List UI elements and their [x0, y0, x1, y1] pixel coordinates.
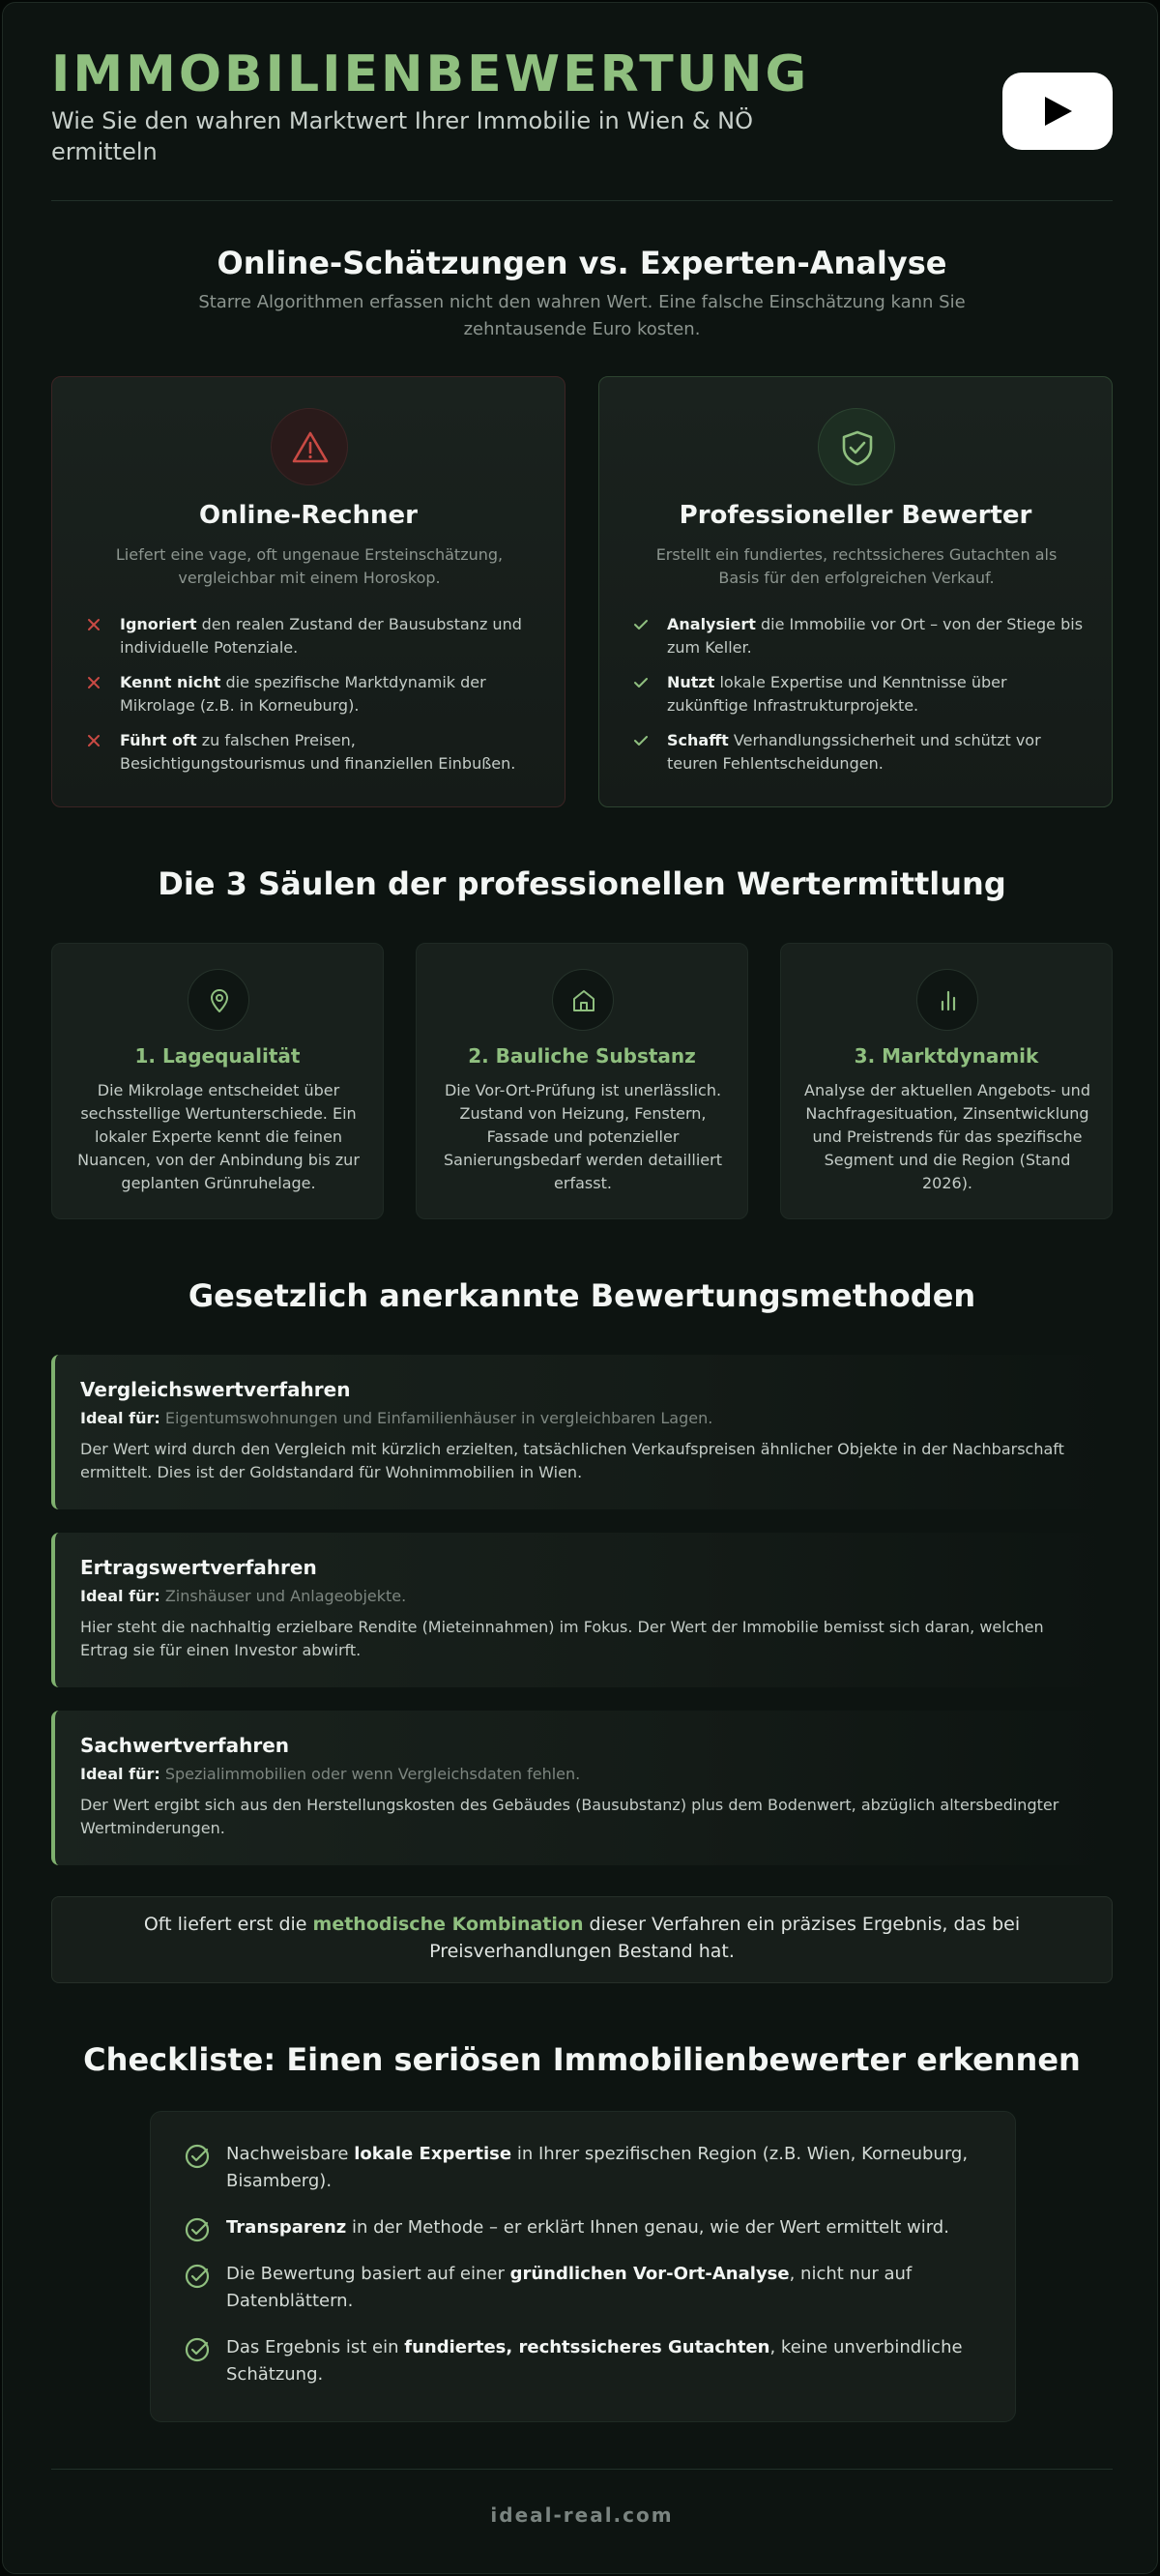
page-title: IMMOBILIENBEWERTUNG [51, 45, 810, 103]
pillar-card [51, 943, 384, 1219]
expert-pro-item: Analysiert die Immobilie vor Ort – von der Stiege bis zum Keller. [632, 613, 1087, 659]
comparison-subtitle: Starre Algorithmen erfassen nicht den wahren Wert. Eine falsche Einschätzung kann Sie zehntausende Euro kosten. [198, 292, 966, 339]
online-calculator-card [51, 376, 566, 807]
method-name: Sachwertverfahren [80, 1734, 290, 1757]
online-card-title: Online-Rechner [199, 501, 418, 530]
cross-icon [85, 616, 102, 633]
divider [51, 200, 1113, 201]
pillar-desc: Die Mikrolage entscheidet über sechsstellige Wertunterschiede. Ein lokaler Experte kennt die feinen Nuancen, von der Anbindung bis zur geplanten Grünruhelage. [77, 1081, 360, 1192]
expert-pro-item: Nutzt lokale Expertise und Kenntnisse über zukünftige Infrastrukturprojekte. [632, 671, 1087, 717]
youtube-play-button[interactable] [1002, 73, 1113, 150]
comparison-title: Online-Schätzungen vs. Experten-Analyse [217, 245, 947, 281]
expert-card-title: Professioneller Bewerter [679, 501, 1032, 530]
circle-check-icon [184, 2143, 211, 2170]
method-card [51, 1711, 1113, 1865]
expert-card-list [632, 613, 1087, 787]
check-icon [632, 674, 650, 691]
method-ideal-for: Ideal für: Spezialimmobilien oder wenn Vergleichsdaten fehlen. [80, 1765, 581, 1783]
pillar-card [780, 943, 1113, 1219]
online-con-item: Kennt nicht die spezifische Marktdynamik der Mikrolage (z.B. in Korneuburg). [85, 671, 539, 717]
bar-chart-icon [916, 969, 978, 1031]
online-card-desc: Liefert eine vage, oft ungenaue Ersteinschätzung, vergleichbar mit einem Horoskop. [115, 545, 504, 587]
circle-check-icon [184, 2216, 211, 2243]
pillar-title: 1. Lagequalität [134, 1044, 301, 1068]
pillar-card [416, 943, 748, 1219]
method-desc: Der Wert wird durch den Vergleich mit kürzlich erzielten, tatsächlichen Verkaufspreisen ähnlicher Objekte in der Nachbarschaft ermittelt. Dies ist der Goldstandard für Wohnimmobilien in Wien. [80, 1440, 1064, 1481]
warning-icon [271, 408, 348, 485]
circle-check-icon [184, 2263, 211, 2290]
pillars-title: Die 3 Säulen der professionellen Wertermittlung [158, 865, 1006, 902]
checklist-box [150, 2111, 1016, 2422]
cross-icon [85, 674, 102, 691]
checklist-title: Checkliste: Einen seriösen Immobilienbewerter erkennen [83, 2041, 1081, 2078]
house-icon [552, 969, 614, 1031]
cross-icon [85, 732, 102, 749]
method-name: Vergleichswertverfahren [80, 1378, 351, 1401]
checklist-item: Die Bewertung basiert auf einer gründlichen Vor-Ort-Analyse, nicht nur auf Datenblättern. [184, 2261, 986, 2315]
play-icon [1043, 96, 1074, 127]
footer-site-link[interactable]: ideal-real.com [490, 2503, 674, 2527]
shield-check-icon [818, 408, 895, 485]
pillar-title: 3. Marktdynamik [854, 1044, 1039, 1068]
pillar-desc: Die Vor-Ort-Prüfung ist unerlässlich. Zustand von Heizung, Fenstern, Fassade und potenzieller Sanierungsbedarf werden detailliert erfasst. [443, 1081, 722, 1192]
location-pin-icon [188, 969, 249, 1031]
expert-card-desc: Erstellt ein fundiertes, rechtssicheres Gutachten als Basis für den erfolgreichen Verkauf. [655, 545, 1058, 587]
checklist-item: Nachweisbare lokale Expertise in Ihrer spezifischen Region (z.B. Wien, Korneuburg, Bisamberg). [184, 2141, 986, 2195]
online-con-item: Führt oft zu falschen Preisen, Besichtigungstourismus und finanziellen Einbußen. [85, 729, 539, 776]
circle-check-icon [184, 2336, 211, 2363]
online-card-list [85, 613, 539, 787]
methods-title: Gesetzlich anerkannte Bewertungsmethoden [188, 1277, 976, 1314]
methods-note: Oft liefert erst die methodische Kombination dieser Verfahren ein präzises Ergebnis, das bei Preisverhandlungen Bestand hat. [51, 1896, 1113, 1983]
method-desc: Der Wert ergibt sich aus den Herstellungskosten des Gebäudes (Bausubstanz) plus dem Bodenwert, abzüglich altersbedingter Wertminderungen. [80, 1796, 1059, 1837]
pillar-desc: Analyse der aktuellen Angebots- und Nachfragesituation, Zinsentwicklung und Preistrends für das spezifische Segment und die Region (Stand 2026). [804, 1081, 1090, 1192]
expert-pro-item: Schafft Verhandlungssicherheit und schützt vor teuren Fehlentscheidungen. [632, 729, 1087, 776]
pillar-title: 2. Bauliche Substanz [468, 1044, 696, 1068]
divider [51, 2469, 1113, 2470]
method-desc: Hier steht die nachhaltig erzielbare Rendite (Mieteinnahmen) im Fokus. Der Wert der Immobilie bemisst sich daran, welchen Ertrag sie für einen Investor abwirft. [80, 1618, 1044, 1659]
method-ideal-for: Ideal für: Zinshäuser und Anlageobjekte. [80, 1587, 407, 1605]
professional-valuer-card [598, 376, 1113, 807]
checklist-item: Das Ergebnis ist ein fundiertes, rechtssicheres Gutachten, keine unverbindliche Schätzung. [184, 2334, 986, 2388]
check-icon [632, 616, 650, 633]
method-name: Ertragswertverfahren [80, 1556, 317, 1579]
online-con-item: Ignoriert den realen Zustand der Bausubstanz und individuelle Potenziale. [85, 613, 539, 659]
infographic-page [2, 2, 1158, 2574]
method-card [51, 1533, 1113, 1687]
check-icon [632, 732, 650, 749]
checklist-item: Transparenz in der Methode – er erklärt Ihnen genau, wie der Wert ermittelt wird. [184, 2214, 986, 2241]
page-subtitle: Wie Sie den wahren Marktwert Ihrer Immobilie in Wien & NÖ ermitteln [51, 107, 753, 165]
method-card [51, 1355, 1113, 1509]
method-ideal-for: Ideal für: Eigentumswohnungen und Einfamilienhäuser in vergleichbaren Lagen. [80, 1409, 713, 1427]
